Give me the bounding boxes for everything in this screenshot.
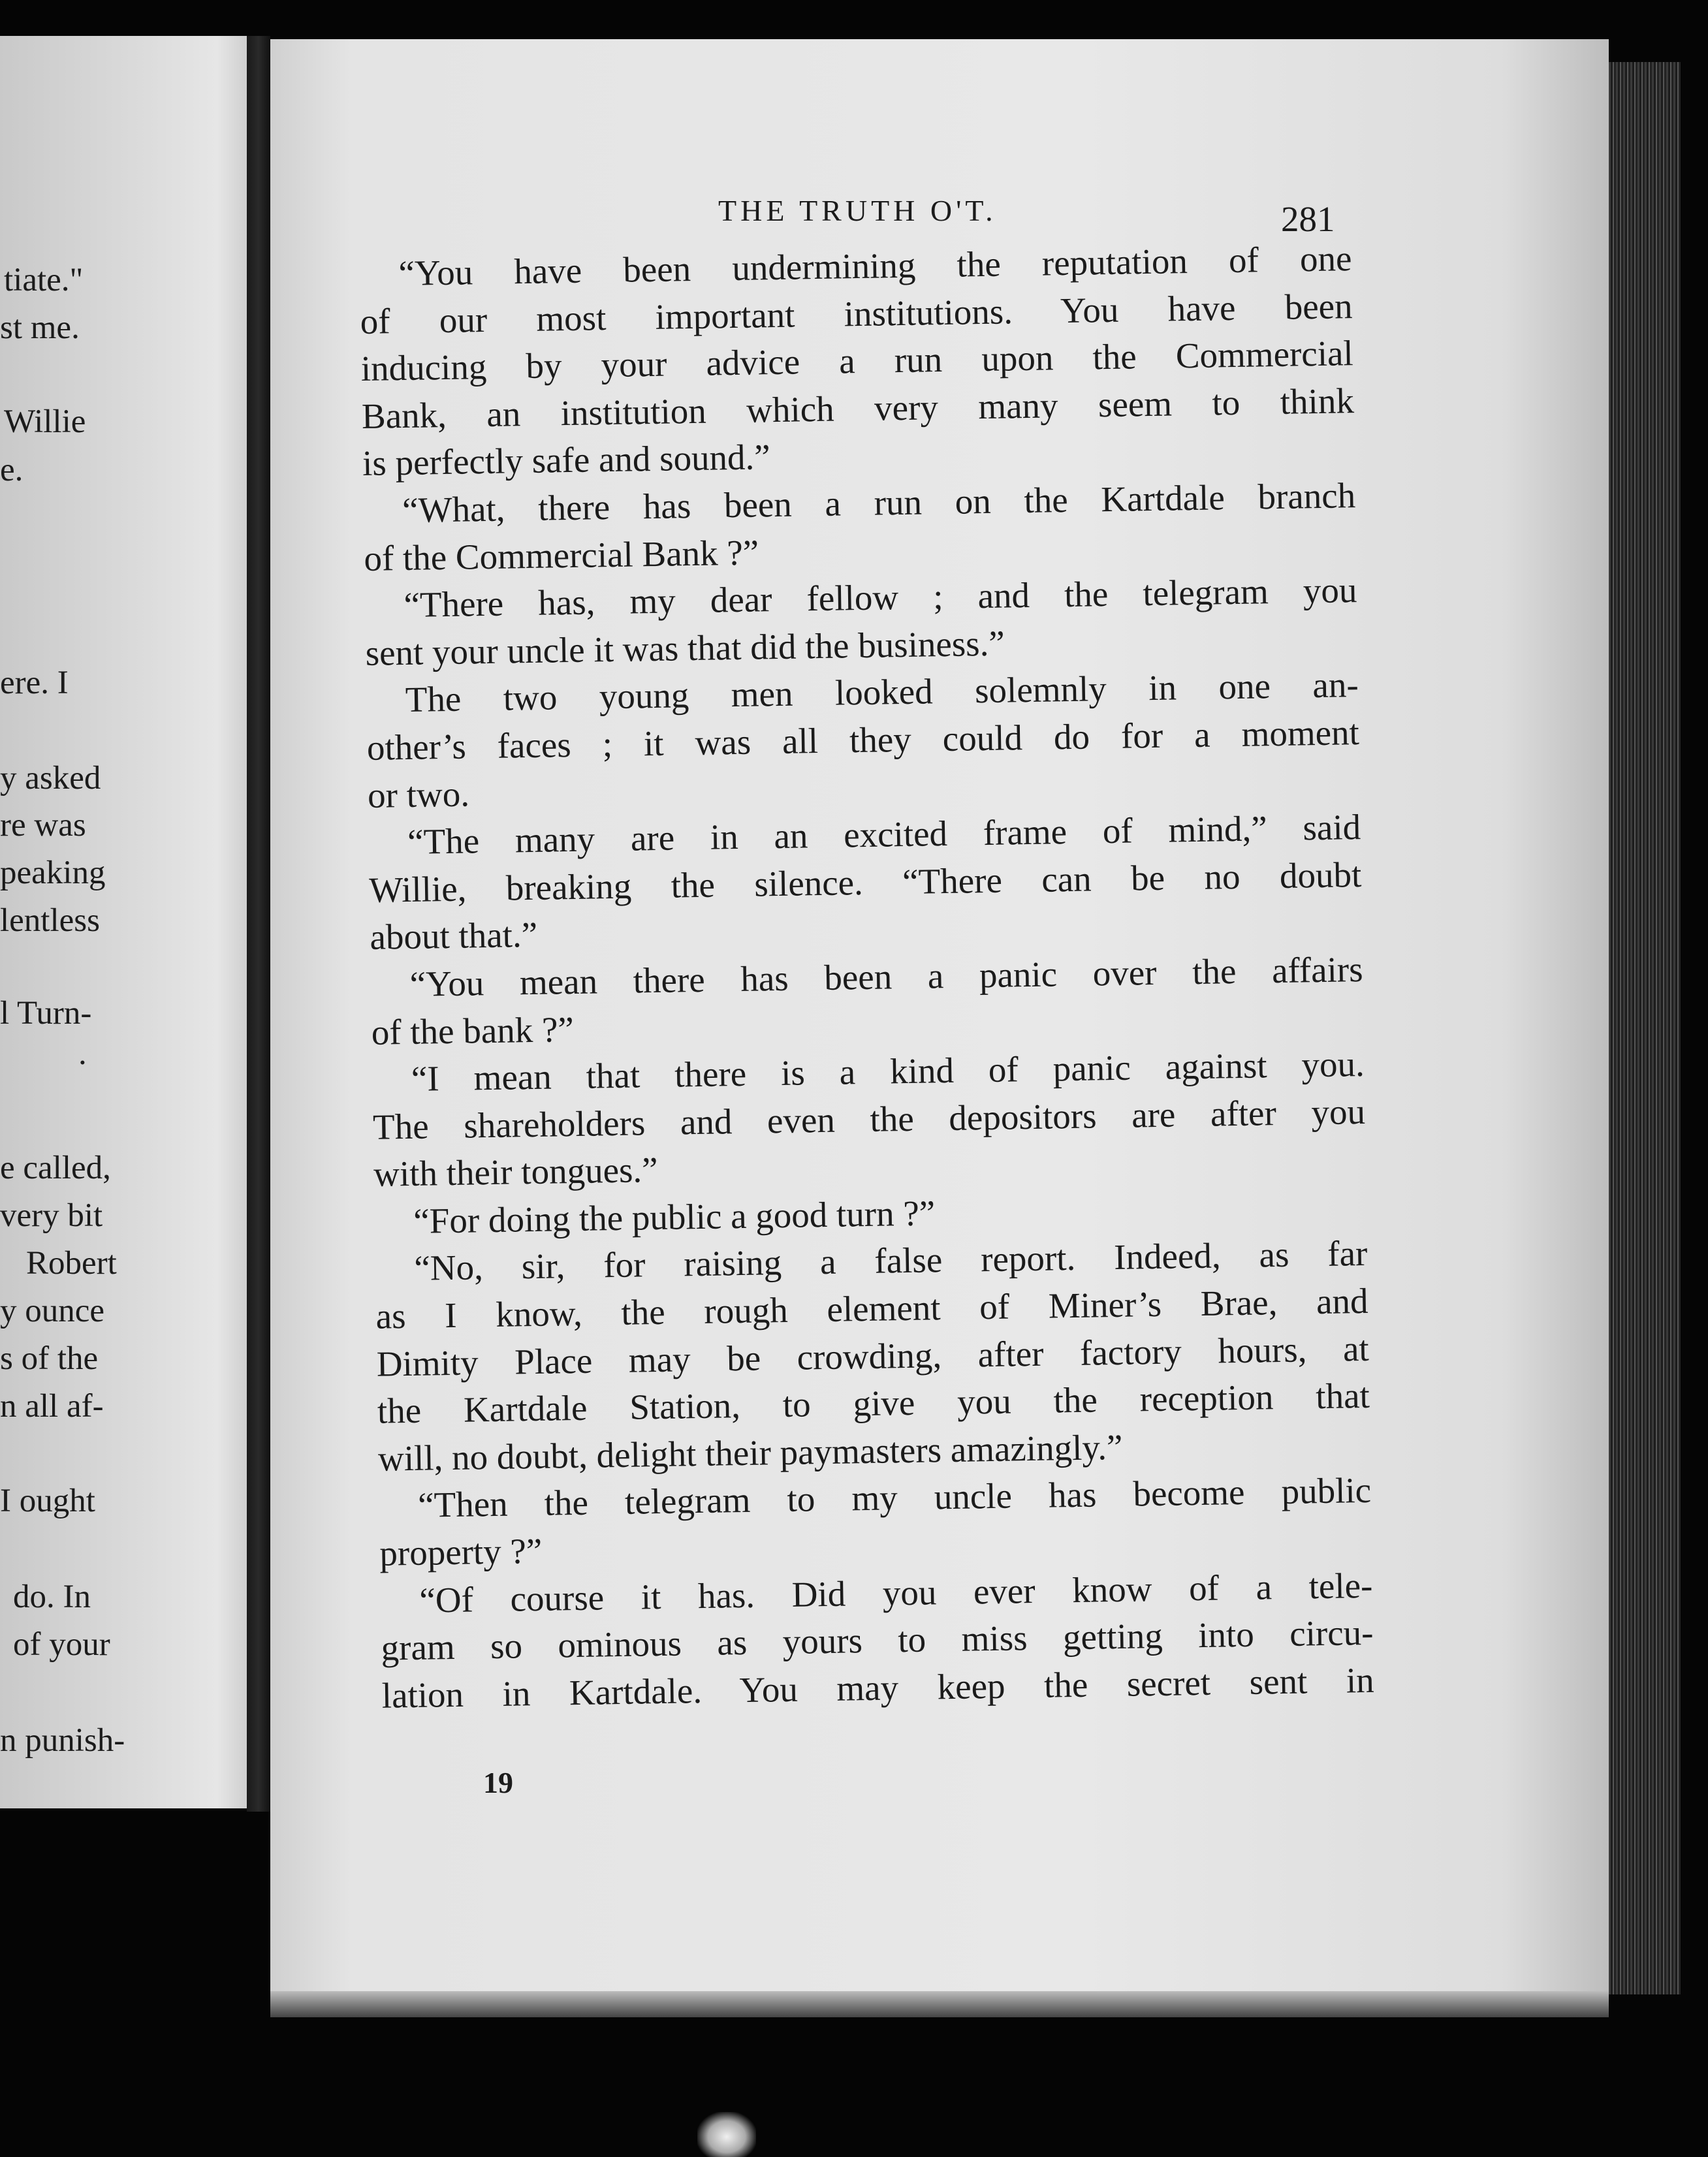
- left-page-line: e.: [0, 452, 24, 488]
- text-line: gram so ominous as yours to miss getting into circu-: [381, 1613, 1374, 1668]
- text-line: “Of course it has. Did you ever know of a tele-: [419, 1565, 1373, 1620]
- left-page-line: Willie: [4, 403, 86, 440]
- left-page-line: peaking: [0, 855, 106, 891]
- scan-smudge: [697, 2112, 756, 2157]
- text-line: or two.: [367, 773, 470, 815]
- text-line: The two young men looked solemnly in one an-: [405, 665, 1359, 720]
- text-line: “Then the telegram to my uncle has become public: [417, 1470, 1372, 1526]
- text-line: lation in Kartdale. You may keep the secret sent in: [381, 1660, 1375, 1716]
- text-line: of the bank ?”: [371, 1009, 575, 1052]
- left-page-line: lentless: [0, 902, 100, 939]
- left-page-line: do. In: [13, 1579, 91, 1615]
- signature-mark: 19: [483, 1766, 513, 1799]
- left-page-line: l Turn-: [0, 995, 92, 1031]
- text-line: “You mean there has been a panic over the affairs: [409, 949, 1363, 1004]
- text-line: “No, sir, for raising a false report. Indeed, as far: [414, 1233, 1368, 1289]
- text-line: Willie, breaking the silence. “There can be no doubt: [368, 854, 1362, 910]
- page-bottom-edge: [270, 1991, 1609, 2017]
- text-line: sent your uncle it was that did the business.”: [365, 623, 1005, 673]
- left-page-line: very bit: [0, 1197, 103, 1234]
- left-page-line: of your: [13, 1626, 110, 1663]
- text-line: “You have been undermining the reputation of one: [398, 238, 1352, 294]
- text-line: “What, there has been a run on the Kartdale branch: [402, 475, 1356, 530]
- text-line: is perfectly safe and sound.”: [362, 437, 771, 484]
- text-line: Bank, an institution which very many seem to think: [361, 380, 1355, 436]
- text-line: “There has, my dear fellow ; and the telegram you: [403, 570, 1357, 625]
- left-page-line: n all af-: [0, 1388, 104, 1425]
- text-line: “I mean that there is a kind of panic against you.: [411, 1044, 1365, 1099]
- text-line: of our most important institutions. You have been: [360, 285, 1353, 341]
- left-page-line: y ounce: [0, 1293, 105, 1329]
- running-header: THE TRUTH O'T.: [718, 194, 997, 227]
- left-page-line: re was: [0, 807, 86, 843]
- left-page-line: n punish-: [0, 1722, 125, 1759]
- left-page-line: y asked: [0, 760, 101, 796]
- left-page-line: I ought: [0, 1483, 95, 1519]
- left-page-line: s of the: [0, 1340, 99, 1377]
- left-page-line: st me.: [0, 309, 80, 346]
- left-page-line: e called,: [0, 1150, 111, 1186]
- left-page-line: .: [78, 1035, 87, 1072]
- text-line: “The many are in an excited frame of mind,” said: [407, 807, 1361, 862]
- text-line: inducing by your advice a run upon the Commercial: [360, 333, 1354, 389]
- text-line: as I know, the rough element of Miner’s Brae, and: [375, 1280, 1368, 1336]
- book-gutter: [247, 36, 270, 1812]
- left-page-line: tiate.": [4, 262, 84, 298]
- text-line: about that.”: [370, 915, 538, 958]
- left-page: [0, 36, 247, 1808]
- text-line: the Kartdale Station, to give you the reception that: [377, 1376, 1370, 1432]
- text-line: “For doing the public a good turn ?”: [413, 1193, 936, 1241]
- text-line: with their tongues.”: [373, 1150, 658, 1195]
- text-line: Dimity Place may be crowding, after factory hours, at: [376, 1328, 1370, 1384]
- text-line: of the Commercial Bank ?”: [363, 532, 759, 578]
- body-text: [359, 235, 1374, 1720]
- page-number: 281: [1281, 199, 1335, 239]
- text-line: property ?”: [379, 1530, 543, 1573]
- text-line: The shareholders and even the depositors are after you: [372, 1091, 1366, 1147]
- page-edges: [1609, 62, 1681, 1994]
- left-page-line: Robert: [26, 1245, 117, 1282]
- text-line: other’s faces ; it was all they could do for a moment: [366, 712, 1360, 768]
- text-line: will, no doubt, delight their paymasters amazingly.”: [377, 1426, 1123, 1479]
- left-page-line: ere. I: [0, 665, 69, 701]
